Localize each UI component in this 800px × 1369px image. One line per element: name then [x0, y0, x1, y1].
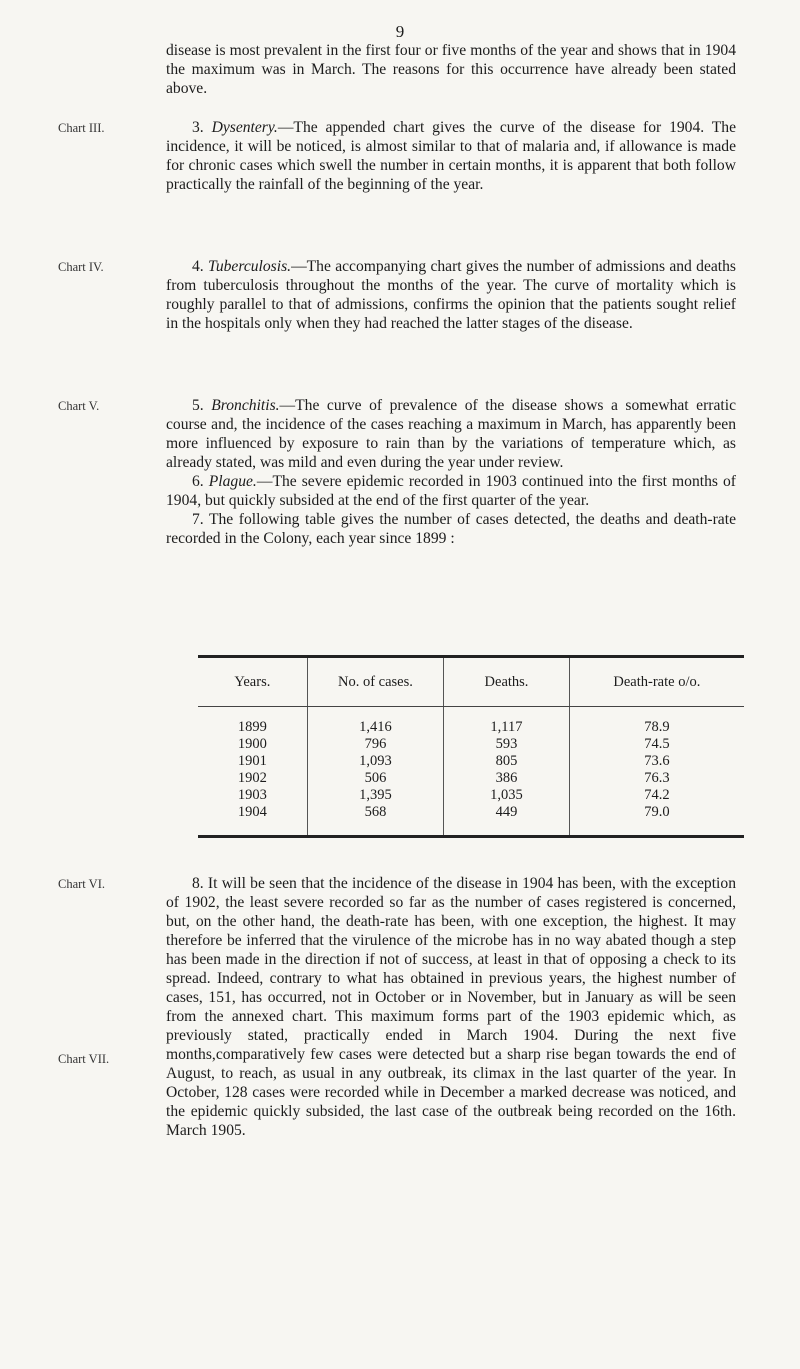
dysentery-title: Dysentery.	[211, 119, 278, 136]
cell-cases: 568	[307, 804, 444, 837]
tuberculosis-number: 4.	[192, 258, 209, 275]
cell-death-rate: 74.2	[569, 787, 744, 804]
bronchitis-number: 5.	[192, 397, 212, 414]
dysentery-paragraph	[166, 118, 736, 194]
dysentery-text: —The appended chart gives the curve of the disease for 1904. The incidence, it will be noticed, is almost similar to that of malaria and, if allowance is made for chronic cases which swell the number in certain months, it is apparent that both follow practically the rainfall of the beginning of the year.	[166, 119, 736, 193]
bronchitis-plague-paragraphs	[166, 396, 736, 548]
tuberculosis-title: Tuberculosis.	[208, 258, 292, 275]
plague-number: 6.	[192, 473, 209, 490]
cell-year: 1902	[237, 770, 267, 786]
bronchitis-text: —The curve of prevalence of the disease shows a somewhat erratic course and, the incidence of the cases reaching a maximum in March, has apparently been more influenced by exposure to rain than by the variations of temperature which, as already stated, was mild and even during the year under review.	[166, 397, 736, 471]
bronchitis-paragraph	[166, 396, 736, 472]
cell-cases: 506	[307, 770, 444, 787]
margin-note-chart-3: Chart III.	[58, 121, 105, 135]
paragraph-8-text: 8. It will be seen that the incidence of the disease in 1904 has been, with the exception of 1902, the least severe recorded so far as the number of cases registered is concerned, but, on the other hand, the death-rate has been, with one exception, the highest. It may therefore be inferred that the virulence of the microbe has in no way abated though a step has been made in the direction if not of success, at least in that of opposing a check to its spread. Indeed, contrary to what has obtained in previous years, the highest number of cases, 151, has occurred, not in October or in November, but in January as will be seen from the annexed chart. This maximum forms part of the 1903 epidemic which, as previously stated, practically ended in March 1904. During the next five months,comparatively few cases were detected but a sharp rise began towards the end of August, to reach, as usual in any outbreak, its climax in the last quarter of the year. In October, 128 cases were recorded while in December a marked decrease was noticed, and the epidemic quickly subsided, the last case of the outbreak being recorded on the 16th. March 1905.	[166, 875, 736, 1139]
cell-cases: 1,395	[307, 787, 444, 804]
plague-statistics-table	[198, 655, 744, 838]
header-deaths: Deaths.	[444, 657, 570, 707]
cell-deaths: 449	[444, 804, 570, 837]
cell-death-rate: 73.6	[569, 753, 744, 770]
margin-note-chart-7: Chart VII.	[58, 1052, 110, 1066]
cell-deaths: 1,035	[444, 787, 570, 804]
table-intro-paragraph: 7. The following table gives the number of cases detected, the deaths and death-rate recorded in the Colony, each year since 1899 :	[166, 511, 736, 547]
table-row	[198, 736, 744, 753]
cell-death-rate: 76.3	[569, 770, 744, 787]
intro-paragraph	[166, 41, 736, 98]
header-death-rate: Death-rate o/o.	[569, 657, 744, 707]
cell-deaths: 386	[444, 770, 570, 787]
plague-paragraph	[166, 472, 736, 510]
header-years: Years.	[198, 657, 307, 707]
table-row	[198, 753, 744, 770]
table-row	[198, 770, 744, 787]
table-row	[198, 804, 744, 837]
cell-cases: 1,093	[307, 753, 444, 770]
cell-deaths: 805	[444, 753, 570, 770]
margin-note-chart-5: Chart V.	[58, 399, 100, 413]
plague-title: Plague.	[208, 473, 257, 490]
cell-year: 1899	[237, 719, 267, 735]
table-header-row	[198, 657, 744, 707]
dysentery-number: 3.	[192, 119, 212, 136]
cell-death-rate: 78.9	[569, 707, 744, 737]
bronchitis-title: Bronchitis.	[211, 397, 280, 414]
page-number: 9	[395, 22, 405, 41]
cell-deaths: 593	[444, 736, 570, 753]
table-row	[198, 787, 744, 804]
table-row	[198, 707, 744, 737]
header-cases: No. of cases.	[307, 657, 444, 707]
tuberculosis-text: —The accompanying chart gives the number of admissions and deaths from tuberculosis throughout the months of the year. The curve of mortality which is roughly parallel to that of admissions, confirms the opinion that the patients sought relief in the hospitals only when they had reached the latter stages of the disease.	[166, 258, 737, 332]
margin-note-chart-6: Chart VI.	[58, 877, 105, 891]
cell-year: 1901	[237, 753, 267, 769]
cell-year: 1903	[237, 787, 267, 803]
margin-note-chart-4: Chart IV.	[58, 260, 104, 274]
tuberculosis-paragraph	[166, 257, 736, 333]
cell-deaths: 1,117	[444, 707, 570, 737]
intro-text: disease is most prevalent in the first four or five months of the year and shows that in 1904 the maximum was in March. The reasons for this occurrence have already been stated above.	[166, 42, 736, 97]
cell-cases: 1,416	[307, 707, 444, 737]
cell-death-rate: 79.0	[569, 804, 744, 837]
paragraph-8	[166, 874, 736, 1140]
cell-year: 1904	[237, 804, 267, 820]
cell-cases: 796	[307, 736, 444, 753]
plague-text: —The severe epidemic recorded in 1903 continued into the first months of 1904, but quickly subsided at the end of the first quarter of the year.	[166, 473, 737, 509]
cell-death-rate: 74.5	[569, 736, 744, 753]
cell-year: 1900	[237, 736, 267, 752]
